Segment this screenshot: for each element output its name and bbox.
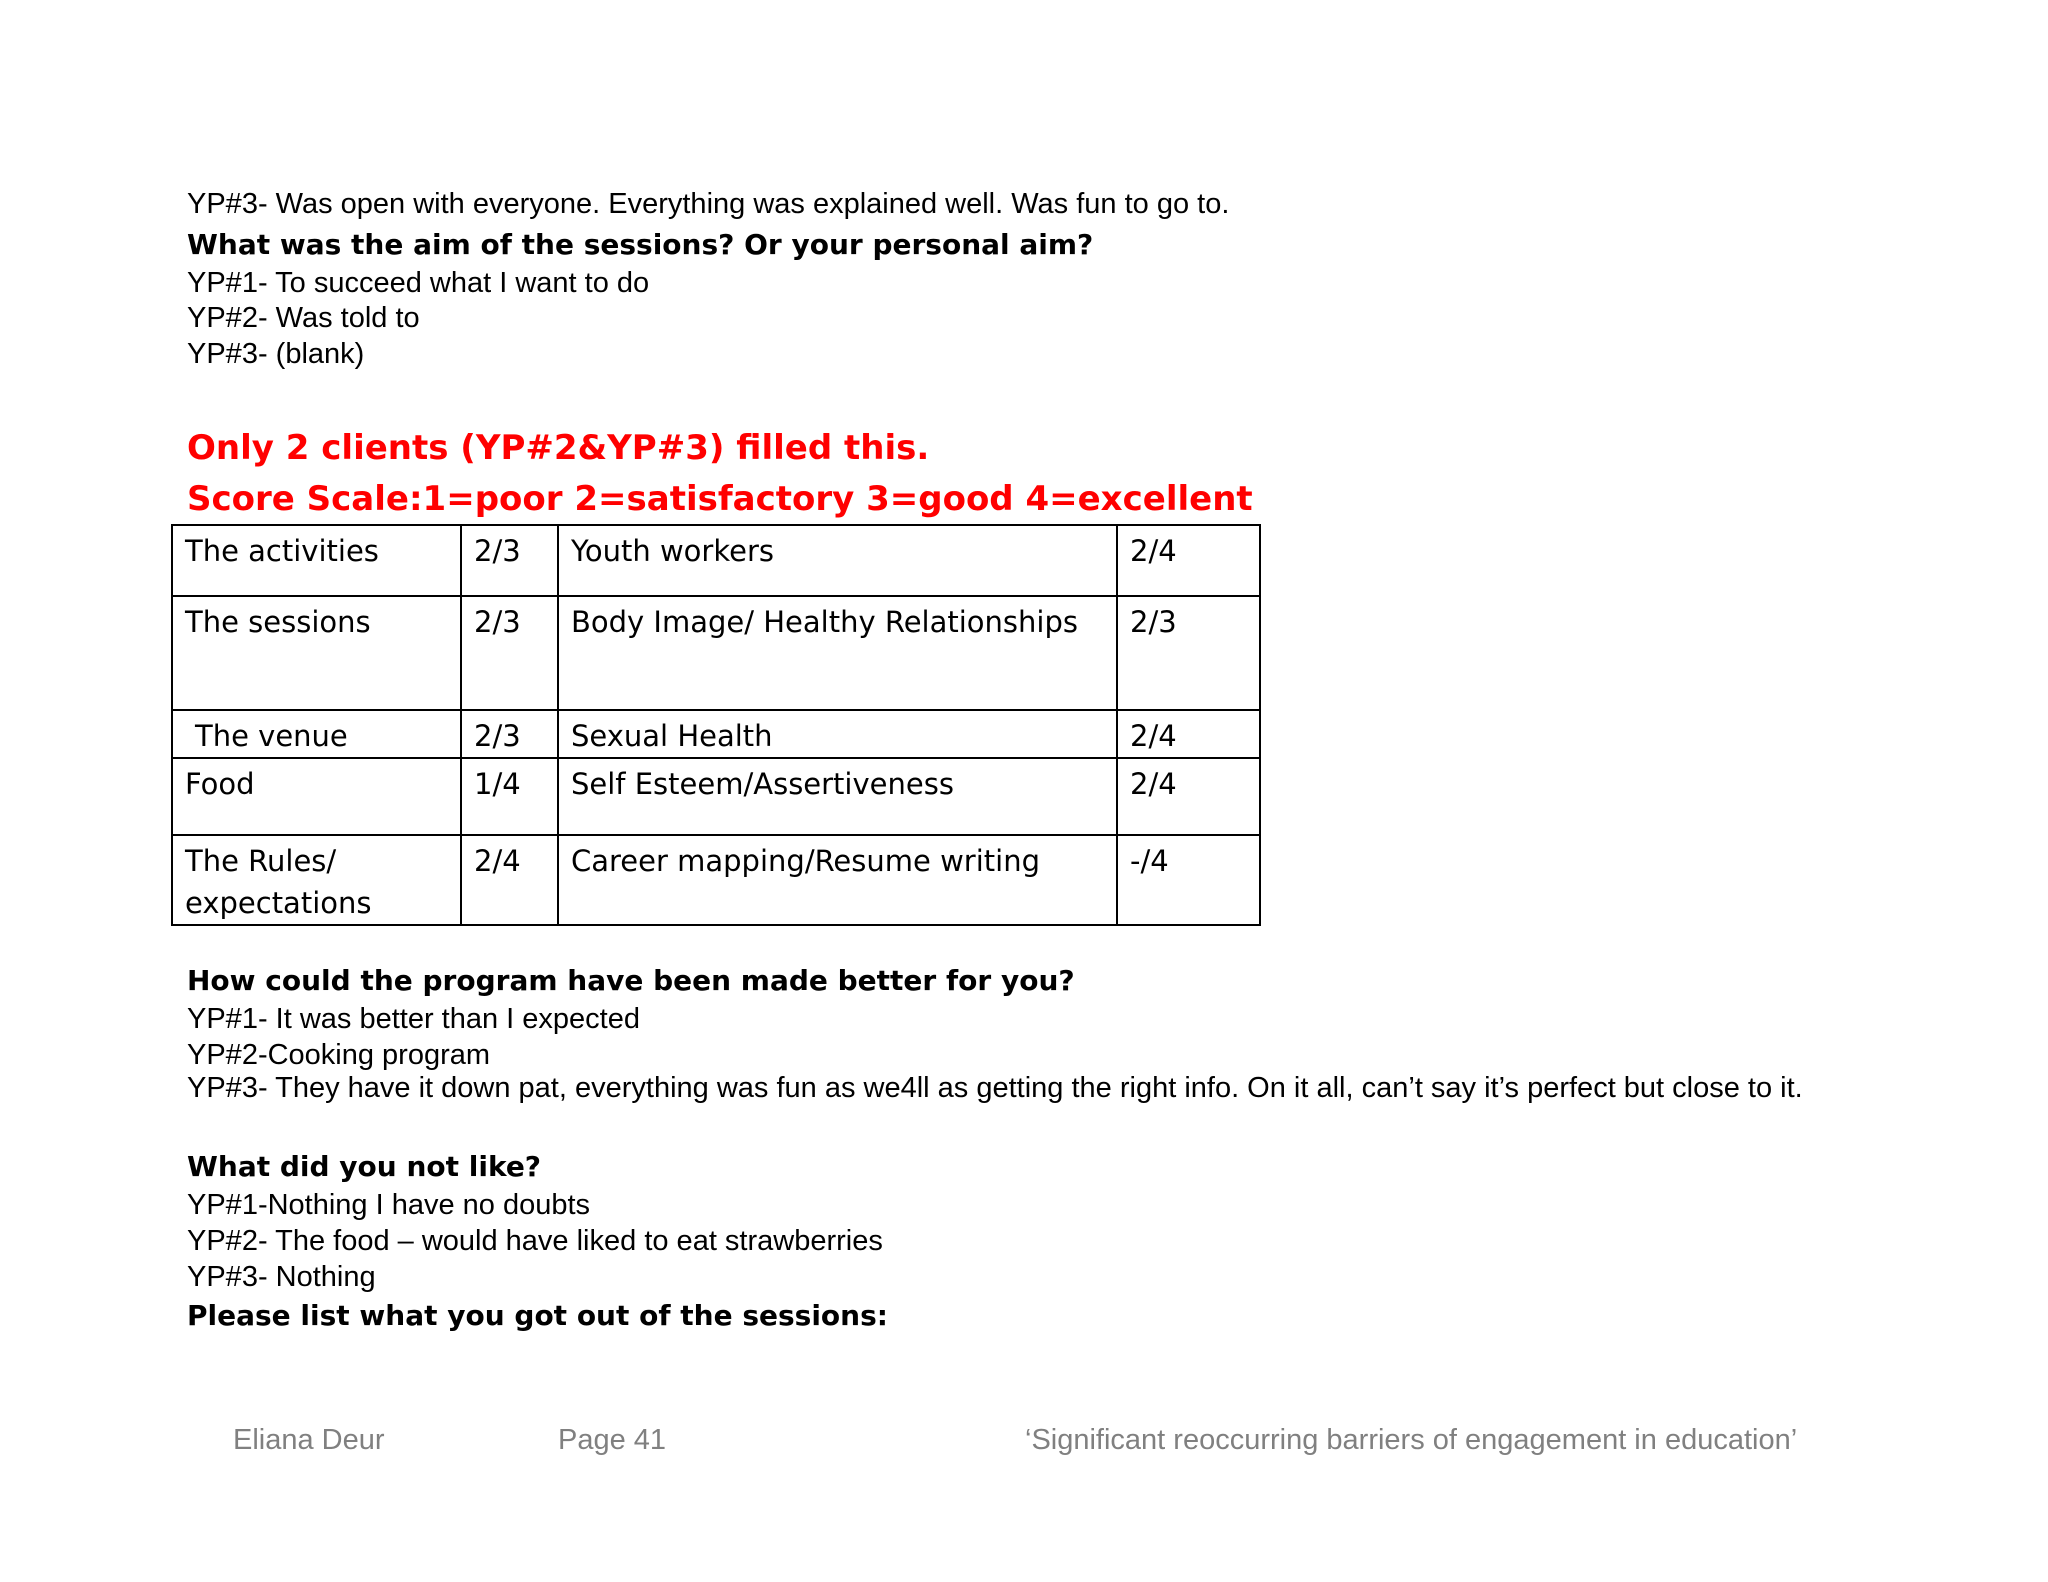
item-cell: Self Esteem/Assertiveness [558, 758, 1117, 835]
score-table [171, 524, 1261, 926]
table-row [172, 596, 1260, 710]
table-row [172, 835, 1260, 925]
table-row [172, 525, 1260, 596]
footer-author: Eliana Deur [233, 1424, 385, 1456]
clients-note: Only 2 clients (YP#2&YP#3) filled this. [187, 428, 930, 468]
question-better: How could the program have been made better for you? [187, 964, 1075, 997]
previous-answer-yp3: YP#3- Was open with everyone. Everything was explained well. Was fun to go to. [187, 188, 1230, 220]
score-cell: 1/4 [461, 758, 558, 835]
answer-better-yp3: YP#3- They have it down pat, everything was fun as we4ll as getting the right info. On it all, can’t say it’s perfect but close to it. [187, 1072, 1803, 1104]
footer-document-title: ‘Significant reoccurring barriers of engagement in education’ [1025, 1424, 1798, 1456]
score-cell: -/4 [1117, 835, 1260, 925]
question-gains: Please list what you got out of the sessions: [187, 1299, 888, 1332]
score-cell: 2/3 [461, 525, 558, 596]
answer-better-yp1: YP#1- It was better than I expected [187, 1003, 640, 1035]
answer-dislike-yp2: YP#2- The food – would have liked to eat strawberries [187, 1225, 883, 1257]
score-cell: 2/4 [1117, 710, 1260, 758]
item-cell: Career mapping/Resume writing [558, 835, 1117, 925]
item-cell: The activities [172, 525, 461, 596]
item-cell: Youth workers [558, 525, 1117, 596]
answer-better-yp2: YP#2-Cooking program [187, 1039, 491, 1071]
answer-aim-yp1: YP#1- To succeed what I want to do [187, 267, 650, 299]
score-cell: 2/3 [461, 596, 558, 710]
item-cell: The venue [172, 710, 461, 758]
answer-aim-yp2: YP#2- Was told to [187, 302, 420, 334]
item-cell: Sexual Health [558, 710, 1117, 758]
table-row [172, 710, 1260, 758]
item-cell: The sessions [172, 596, 461, 710]
score-cell: 2/4 [1117, 525, 1260, 596]
item-cell: The Rules/ expectations [172, 835, 461, 925]
score-cell: 2/3 [1117, 596, 1260, 710]
table-row [172, 758, 1260, 835]
answer-aim-yp3: YP#3- (blank) [187, 338, 365, 370]
item-cell: Food [172, 758, 461, 835]
item-cell: Body Image/ Healthy Relationships [558, 596, 1117, 710]
score-cell: 2/4 [1117, 758, 1260, 835]
score-cell: 2/3 [461, 710, 558, 758]
question-aim: What was the aim of the sessions? Or your personal aim? [187, 228, 1094, 261]
question-dislike: What did you not like? [187, 1150, 542, 1183]
answer-dislike-yp1: YP#1-Nothing I have no doubts [187, 1189, 591, 1221]
score-scale-note: Score Scale:1=poor 2=satisfactory 3=good 4=excellent [187, 479, 1253, 519]
score-cell: 2/4 [461, 835, 558, 925]
footer-page-number: Page 41 [558, 1424, 667, 1456]
answer-dislike-yp3: YP#3- Nothing [187, 1261, 376, 1293]
